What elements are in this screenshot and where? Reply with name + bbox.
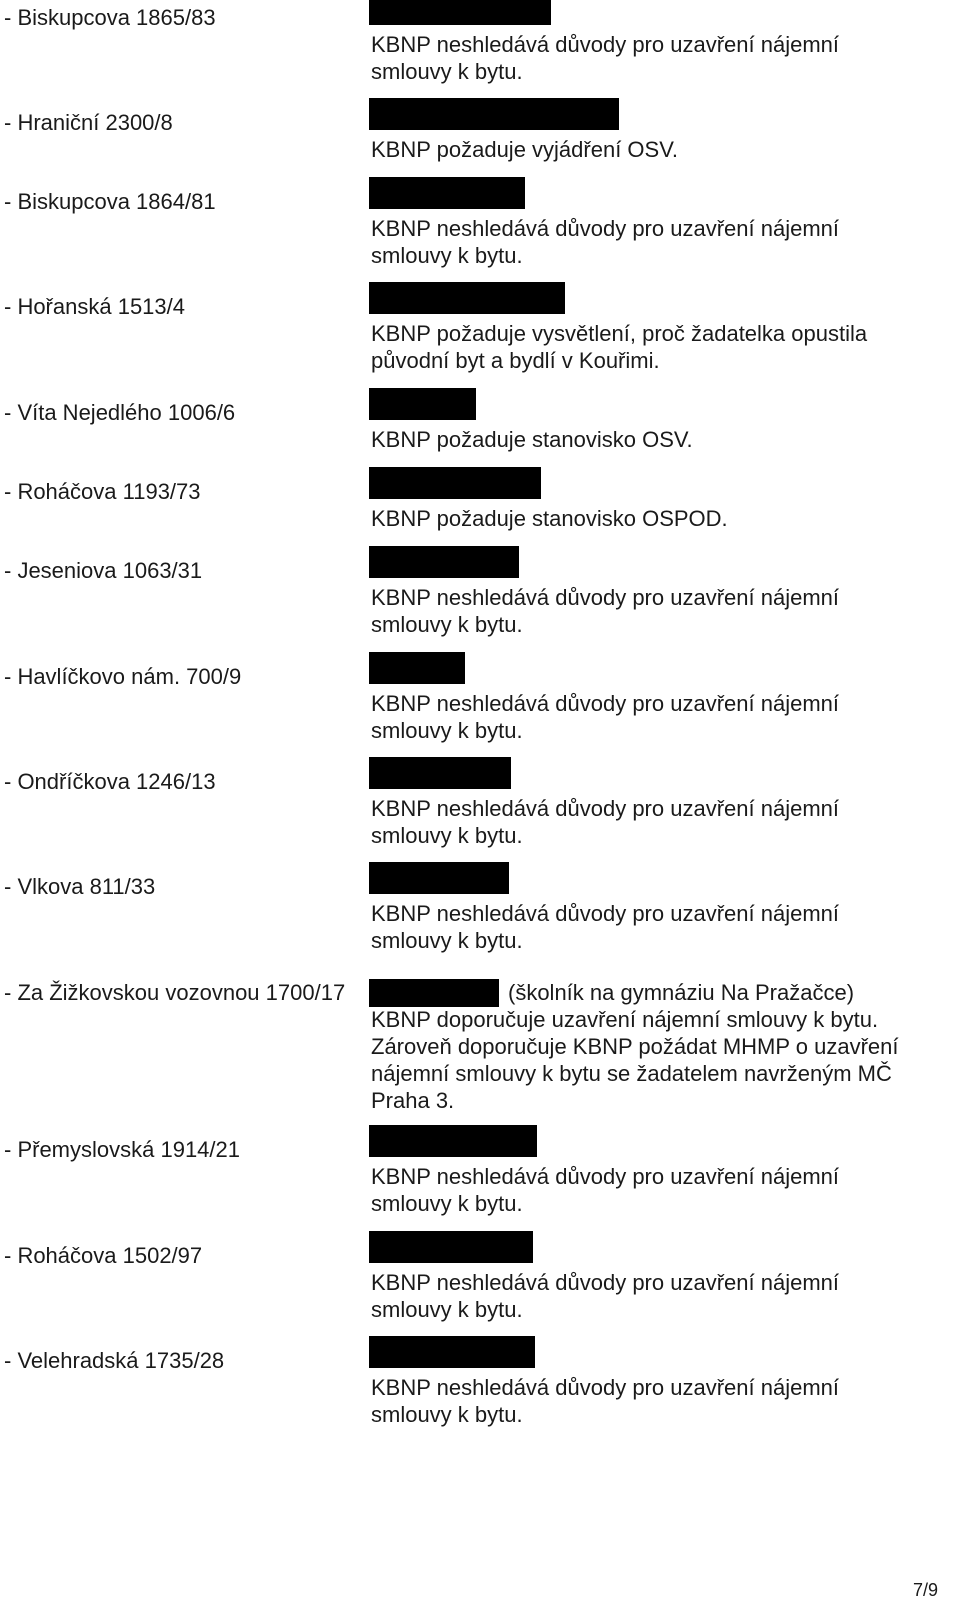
redacted-name xyxy=(369,177,525,209)
decision-block xyxy=(371,557,956,638)
address-label: - Hořanská 1513/4 xyxy=(4,294,185,319)
redacted-name xyxy=(369,282,565,314)
page-number: 7/9 xyxy=(912,1580,938,1600)
address-label: - Biskupcova 1865/83 xyxy=(4,5,216,30)
address-label: - Přemyslovská 1914/21 xyxy=(4,1137,240,1162)
decision-block xyxy=(371,1136,956,1217)
address-label: - Roháčova 1502/97 xyxy=(4,1243,203,1268)
decision-block xyxy=(371,109,956,163)
redacted-name xyxy=(369,862,509,894)
decision-text: KBNP neshledává důvody pro uzavření nájemní smlouvy k bytu. xyxy=(371,901,839,953)
decision-text: KBNP neshledává důvody pro uzavření nájemní smlouvy k bytu. xyxy=(371,796,839,848)
redacted-name xyxy=(369,98,619,130)
decision-block xyxy=(371,188,956,269)
decision-text: KBNP neshledává důvody pro uzavření nájemní smlouvy k bytu. xyxy=(371,216,839,268)
decision-text: KBNP neshledává důvody pro uzavření nájemní smlouvy k bytu. xyxy=(371,585,839,637)
address-label: - Ondříčkova 1246/13 xyxy=(4,769,216,794)
address-label: - Jeseniova 1063/31 xyxy=(4,558,203,583)
decision-text: KBNP neshledává důvody pro uzavření nájemní smlouvy k bytu. xyxy=(371,1375,839,1427)
decision-text: KBNP požaduje stanovisko OSV. xyxy=(371,427,693,452)
address-label: - Havlíčkovo nám. 700/9 xyxy=(4,664,242,689)
address-label: - Víta Nejedlého 1006/6 xyxy=(4,400,236,425)
decision-block xyxy=(371,663,956,744)
decision-text: KBNP neshledává důvody pro uzavření nájemní smlouvy k bytu. xyxy=(371,1164,839,1216)
redacted-name xyxy=(369,467,541,499)
redacted-name xyxy=(369,1231,533,1263)
redacted-name xyxy=(369,652,465,684)
address-label: - Za Žižkovskou vozovnou 1700/17 xyxy=(4,980,346,1005)
decision-block xyxy=(371,768,956,849)
decision-text: KBNP neshledává důvody pro uzavření nájemní smlouvy k bytu. xyxy=(371,32,839,84)
decision-block xyxy=(371,478,956,532)
address-label: - Biskupcova 1864/81 xyxy=(4,189,216,214)
redacted-name xyxy=(369,979,499,1007)
decision-block xyxy=(371,293,956,374)
decision-text: KBNP doporučuje uzavření nájemní smlouvy k bytu. Zároveň doporučuje KBNP požádat MHMP o uzavření nájemní smlouvy k bytu se žadatelem navrženým MČ Praha 3. xyxy=(371,1007,899,1113)
address-label: - Hraniční 2300/8 xyxy=(4,110,173,135)
decision-text: KBNP požaduje vyjádření OSV. xyxy=(371,137,678,162)
note-text: (školník na gymnáziu Na Pražačce) xyxy=(508,980,855,1005)
decision-block xyxy=(371,1347,956,1428)
decision-block xyxy=(371,873,956,954)
redacted-name xyxy=(369,546,519,578)
redacted-name xyxy=(369,1336,535,1368)
redacted-name xyxy=(369,0,551,25)
decision-block xyxy=(371,979,956,1114)
address-label: - Vlkova 811/33 xyxy=(4,874,156,899)
decision-text: KBNP požaduje vysvětlení, proč žadatelka opustila původní byt a bydlí v Kouřimi. xyxy=(371,321,868,373)
redacted-name xyxy=(369,1125,537,1157)
decision-text: KBNP neshledává důvody pro uzavření nájemní smlouvy k bytu. xyxy=(371,691,839,743)
address-label: - Velehradská 1735/28 xyxy=(4,1348,225,1373)
redacted-name xyxy=(369,757,511,789)
decision-text: KBNP neshledává důvody pro uzavření nájemní smlouvy k bytu. xyxy=(371,1270,839,1322)
redacted-name xyxy=(369,388,476,420)
decision-text: KBNP požaduje stanovisko OSPOD. xyxy=(371,506,728,531)
address-label: - Roháčova 1193/73 xyxy=(4,479,201,504)
decision-block xyxy=(371,1242,956,1323)
decision-block xyxy=(371,399,956,453)
decision-block xyxy=(371,4,956,85)
